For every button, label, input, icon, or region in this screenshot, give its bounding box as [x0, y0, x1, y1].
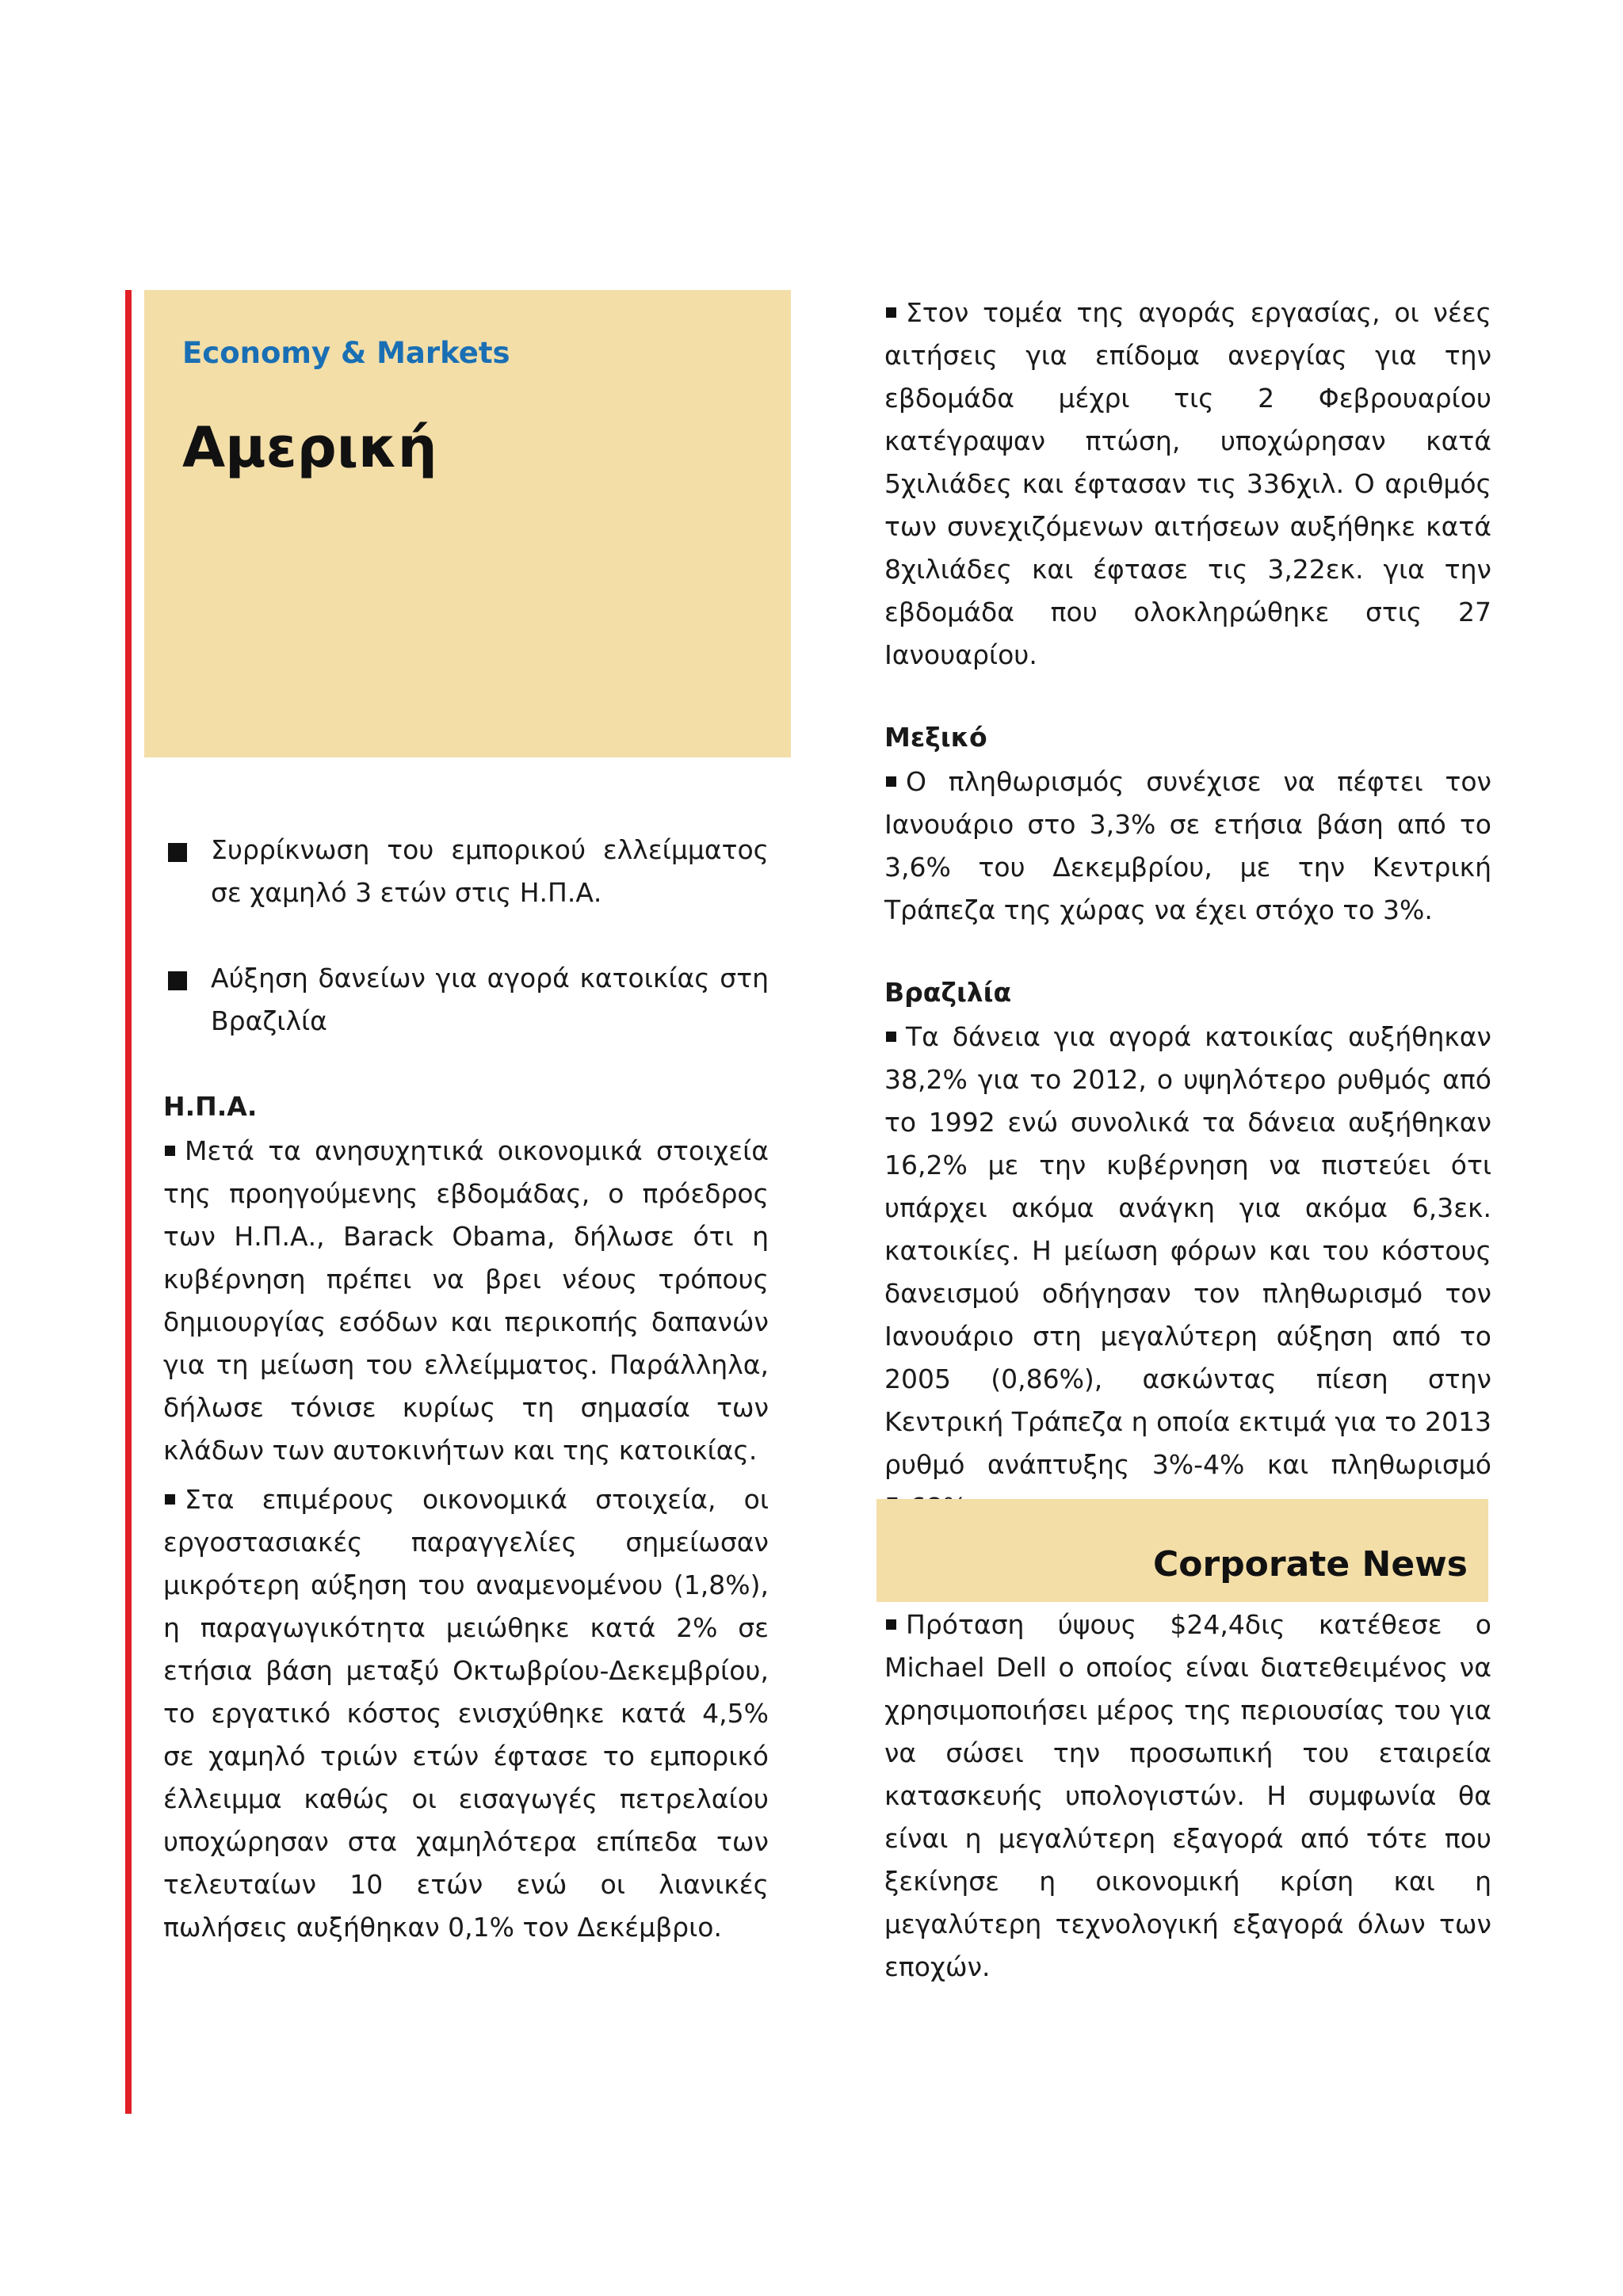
- corporate-news-body: [884, 1604, 1491, 1995]
- left-column: [163, 829, 769, 1955]
- left-red-rule: [125, 290, 132, 2114]
- brazil-paragraph: [884, 1016, 1491, 1529]
- mexico-paragraph: [884, 761, 1491, 932]
- usa-paragraph-text: Στα επιμέρους οικονομικά στοιχεία, οι εργοστασιακές παραγγελίες σημείωσαν μικρότερη αύξηση του αναμενομένου (1,8%), η παραγωγικότητα μειώθηκε κατά 2% σε ετήσια βάση μεταξύ Οκτωβρίου-Δεκεμβρίου, το εργατικό κόστος ενισχύθηκε κατά 4,5% σε χαμηλό τριών ετών έφτασε το εμπορικό έλλειμμα καθώς οι εισαγωγές πετρελαίου υποχώρησαν στα χαμηλότερα επίπεδα των τελευταίων 10 ετών ενώ οι λιανικές πωλήσεις αυξήθηκαν 0,1% τον Δεκέμβριο.: [163, 1484, 769, 1943]
- small-square-bullet-icon: [886, 307, 896, 318]
- small-square-bullet-icon: [886, 776, 896, 787]
- small-square-bullet-icon: [165, 1146, 175, 1156]
- highlight-text: Αύξηση δανείων για αγορά κατοικίας στη Βραζιλία: [211, 963, 769, 1036]
- corporate-news-text: Πρόταση ύψους $24,4δις κατέθεσε ο Michael Dell ο οποίος είναι διατεθειμένος να χρησιμοποιήσει μέρος της περιουσίας του για να σώσει την προσωπική του εταιρεία κατασκευής υπολογιστών. Η συμφωνία θα είναι η μεγαλύτερη εξαγορά από τότε που ξεκίνησε η οικονομική κρίση και η μεγαλύτερη τεχνολογική εξαγορά όλων των εποχών.: [884, 1609, 1491, 1982]
- small-square-bullet-icon: [886, 1619, 896, 1630]
- usa-paragraph: [163, 1478, 769, 1949]
- labour-market-paragraph: [884, 292, 1491, 677]
- corporate-news-heading: Corporate News: [1152, 1544, 1468, 1585]
- mexico-heading: Μεξικό: [884, 722, 987, 753]
- usa-paragraph: [163, 1130, 769, 1472]
- small-square-bullet-icon: [165, 1494, 175, 1505]
- corporate-news-paragraph: [884, 1604, 1491, 1989]
- mexico-paragraph-text: Ο πληθωρισμός συνέχισε να πέφτει τον Ιανουάριο στο 3,3% σε ετήσια βάση από το 3,6% του Δεκεμβρίου, με την Κεντρική Τράπεζα της χώρας να έχει στόχο το 3%.: [884, 766, 1491, 925]
- usa-heading: Η.Π.Α.: [163, 1091, 258, 1122]
- brazil-heading: Βραζιλία: [884, 977, 1012, 1008]
- corporate-news-box: [876, 1499, 1488, 1602]
- square-bullet-icon: [168, 971, 187, 990]
- highlight-item: [163, 829, 769, 914]
- small-square-bullet-icon: [886, 1032, 896, 1042]
- right-column: [884, 292, 1491, 1535]
- highlight-item: [163, 957, 769, 1043]
- brazil-paragraph-text: Τα δάνεια για αγορά κατοικίας αυξήθηκαν 38,2% για το 2012, ο υψηλότερο ρυθμός από το 1992 ενώ συνολικά τα δάνεια αυξήθηκαν 16,2% με την κυβέρνηση να πιστεύει ότι υπάρχει ακόμα ανάγκη για ακόμα 6,3εκ. κατοικίες. Η μείωση φόρων και του κόστους δανεισμού οδήγησαν τον πληθωρισμό τον Ιανουάριο στη μεγαλύτερη αύξηση από το 2005 (0,86%), ασκώντας πίεση στην Κεντρική Τράπεζα η οποία εκτιμά για το 2013 ρυθμό ανάπτυξης 3%-4% και πληθωρισμό: [884, 1021, 1491, 1480]
- highlight-text: Συρρίκνωση του εμπορικού ελλείμματος σε χαμηλό 3 ετών στις Η.Π.Α.: [211, 834, 769, 908]
- page-title: Αμερική: [182, 415, 437, 480]
- section-tag: Economy & Markets: [182, 336, 510, 370]
- highlights-list: [163, 829, 769, 1043]
- square-bullet-icon: [168, 843, 187, 862]
- usa-paragraph-text: Μετά τα ανησυχητικά οικονομικά στοιχεία της προηγούμενης εβδομάδας, ο πρόεδρος των Η.Π.Α., Barack Obama, δήλωσε ότι η κυβέρνηση πρέπει να βρει νέους τρόπους δημιουργίας εσόδων και περικοπής δαπανών για τη μείωση του ελλείμματος. Παράλληλα, δήλωσε τόνισε κυρίως τη σημασία των κλάδων των αυτοκινήτων και της κατοικίας.: [163, 1135, 769, 1466]
- labour-market-text: Στον τομέα της αγοράς εργασίας, οι νέες αιτήσεις για επίδομα ανεργίας για την εβδομάδα μέχρι τις 2 Φεβρουαρίου κατέγραψαν πτώση, υποχώρησαν κατά 5χιλιάδες και έφτασαν τις 336χιλ. Ο αριθμός των συνεχιζόμενων αιτήσεων αυξήθηκε κατά 8χιλιάδες και έφτασε τις 3,22εκ. για την εβδομάδα που ολοκληρώθηκε στις 27 Ιανουαρίου.: [884, 297, 1491, 670]
